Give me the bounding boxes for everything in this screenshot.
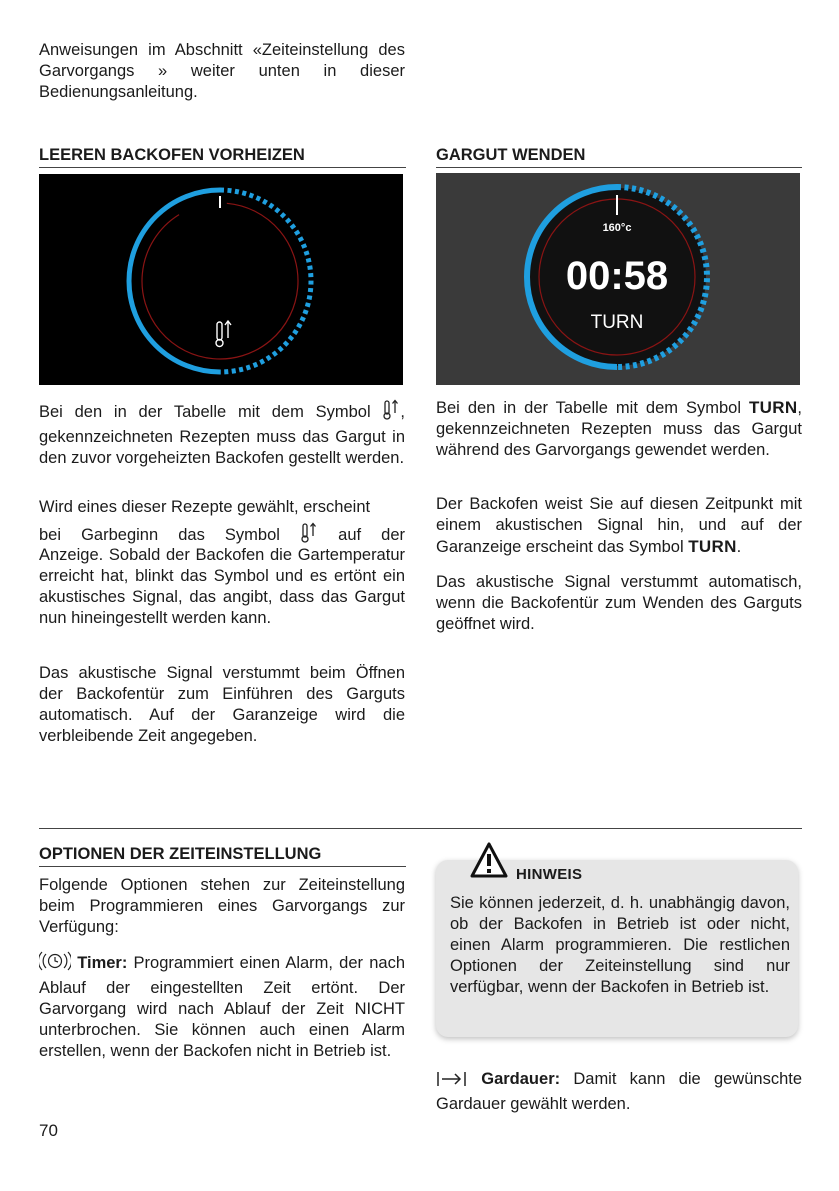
turn-paragraph-3: Das akustische Signal verstummt automatisch, wenn die Backofentür zum Wenden des Garguts geöffnet wird. (436, 573, 802, 633)
preheat-heading: LEEREN BACKOFEN VORHEIZEN (39, 146, 305, 164)
intro-paragraph: Anweisungen im Abschnitt «Zeiteinstellung des Garvorgangs » weiter unten in dieser Bedienungsanleitung. (39, 41, 405, 101)
preheat-p2-before: bei Garbeginn das Symbol (39, 526, 280, 544)
duration-label: Gardauer: (481, 1070, 561, 1088)
timer-alarm-icon (39, 950, 71, 978)
turn-paragraph-2 (436, 494, 802, 558)
options-heading: OPTIONEN DER ZEITEINSTELLUNG (39, 845, 322, 863)
turn-dial-graphic (436, 173, 800, 385)
duration-arrow-icon (436, 1070, 468, 1094)
timer-label: Timer: (77, 954, 128, 972)
turn-p2-before: Der Backofen weist Sie auf diesen Zeitpunkt mit einem akustischen Signal hin, und auf der Garanzeige erscheint das Symbol (436, 495, 802, 556)
turn-p2-after: . (736, 538, 742, 556)
preheat-paragraph-2-line-1: Wird eines dieser Rezepte gewählt, erscheint (39, 498, 371, 516)
thermometer-preheat-icon (382, 399, 400, 427)
preheat-p1-before: Bei den in der Tabelle mit dem Symbol (39, 403, 371, 421)
preheat-display-image (39, 174, 403, 385)
note-title: HINWEIS (516, 866, 583, 883)
turn-display-image (436, 173, 800, 385)
preheat-p1-after: , gekennzeichneten Rezepten muss das Gargut in den zuvor vorgeheizten Backofen gestellt werden. (39, 403, 405, 467)
turn-symbol: TURN (748, 398, 798, 417)
turn-heading: GARGUT WENDEN (436, 146, 586, 164)
timer-text: Programmiert einen Alarm, der nach Ablauf der eingestellten Zeit ertönt. Der Garvorgang wird nach Ablauf der Zeit NICHT unterbrochen. Sie können auch einen Alarm erstellen, wenn der Backofen nicht in Betrieb ist. (39, 954, 405, 1060)
preheat-heading-rule (39, 167, 406, 168)
warning-triangle-icon (470, 842, 508, 883)
thermometer-preheat-icon (216, 321, 231, 347)
duration-text: Damit kann die gewünschte Gardauer gewählt werden. (436, 1070, 803, 1113)
preheat-paragraph-2-rest: Anzeige. Sobald der Backofen die Gartemperatur erreicht hat, blinkt das Symbol und es ertönt ein akustisches Signal, das angibt, dass das Gargut nun hineingestellt werden kann. (39, 546, 405, 627)
turn-p1-before: Bei den in der Tabelle mit dem Symbol (436, 399, 741, 417)
note-text: Sie können jederzeit, d. h. unabhängig davon, ob der Backofen in Betrieb ist oder nicht, einen Alarm programmieren. Die restlichen Optionen der Zeiteinstellung sind nur verfügbar, wenn der Backofen in Betrieb ist. (450, 894, 790, 996)
turn-display-temp: 160°c (602, 222, 632, 234)
turn-p1-after: , gekennzeichneten Rezepten muss das Gargut während des Garvorgangs gewendet werden. (436, 399, 802, 459)
turn-symbol: TURN (688, 537, 737, 556)
turn-paragraph-1 (436, 397, 802, 461)
options-intro: Folgende Optionen stehen zur Zeiteinstellung beim Programmieren eines Garvorgangs zur Verfügung: (39, 876, 405, 936)
preheat-dial-graphic (39, 174, 403, 385)
page-number: 70 (39, 1121, 58, 1140)
preheat-paragraph-1 (39, 399, 405, 469)
turn-heading-rule (436, 167, 802, 168)
turn-display-label: TURN (590, 312, 644, 333)
preheat-paragraph-3: Das akustische Signal verstummt beim Öffnen der Backofentür zum Einführen des Garguts automatisch. Auf der Garanzeige wird die verbleibende Zeit angegeben. (39, 664, 405, 745)
turn-display-time: 00:58 (565, 254, 669, 298)
options-timer-paragraph (39, 950, 405, 1062)
options-heading-rule (39, 866, 406, 867)
options-duration-paragraph (436, 1069, 802, 1115)
preheat-p2-after: auf der (338, 526, 406, 544)
section-divider (39, 828, 802, 829)
